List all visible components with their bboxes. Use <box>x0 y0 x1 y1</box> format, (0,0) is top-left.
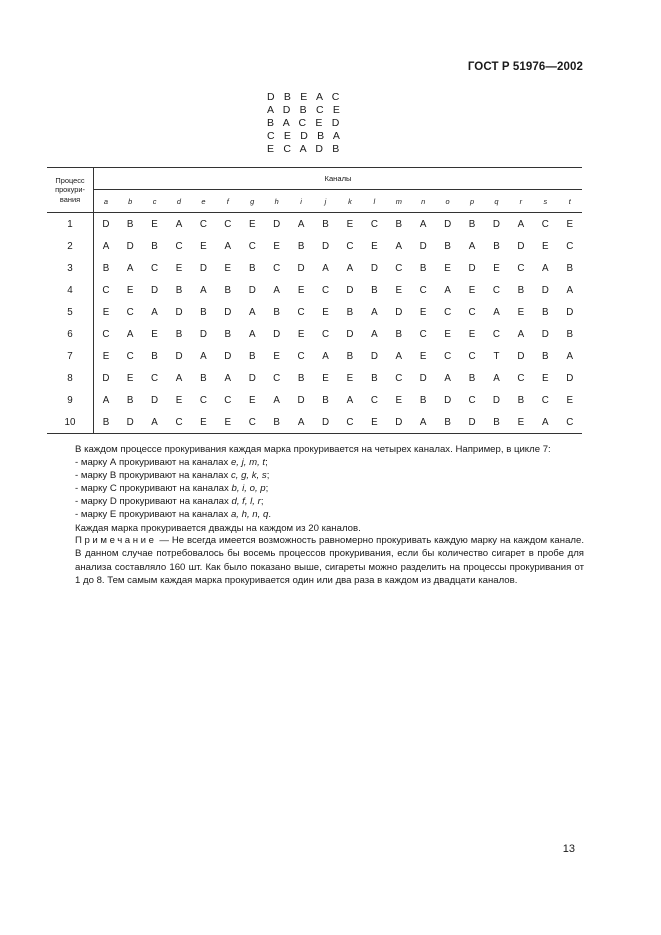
brand-cell: B <box>94 411 118 434</box>
brand-cell: B <box>468 218 476 230</box>
brand-cell: E <box>200 240 207 252</box>
brand-cell: D <box>370 262 378 274</box>
notes-item-punct: ; <box>260 496 264 508</box>
brand-cell: T <box>493 350 500 362</box>
brand-cell: B <box>493 240 500 252</box>
brand-cell: E <box>509 411 533 434</box>
brand-cell: B <box>200 306 207 318</box>
table-row <box>47 257 582 279</box>
notes-item-text: - марку Е прокуривают на каналах <box>75 509 231 521</box>
brand-cell: C <box>541 394 549 406</box>
brand-cell: D <box>460 411 484 434</box>
brand-cell: B <box>468 372 476 384</box>
brand-cell: E <box>297 328 305 340</box>
brand-cell: E <box>542 240 549 252</box>
brand-cell: D <box>517 350 525 362</box>
brand-cell: E <box>346 218 354 230</box>
channel-header-e: e <box>191 190 215 213</box>
brand-cell: D <box>346 328 354 340</box>
brand-cell: E <box>126 372 134 384</box>
process-number: 7 <box>47 345 94 367</box>
brand-cell: C <box>248 240 256 252</box>
brand-cell: D <box>419 240 427 252</box>
brand-cell: E <box>297 284 305 296</box>
process-number: 5 <box>47 301 94 323</box>
brand-cell: C <box>167 411 191 434</box>
brand-cell: D <box>517 240 525 252</box>
notes-item <box>75 456 585 469</box>
brand-cell: B <box>200 372 207 384</box>
notes-item-punct: . <box>268 509 271 521</box>
notes-item <box>75 482 585 495</box>
brand-cell: C <box>492 284 500 296</box>
brand-cell: E <box>444 262 451 274</box>
brand-cell: D <box>370 350 378 362</box>
notes-list <box>75 456 585 521</box>
channel-header-l: l <box>362 190 386 213</box>
brand-cell: D <box>297 394 305 406</box>
table-row <box>47 213 582 236</box>
notes-intro: В каждом процессе прокуривания каждая марка прокуривается на четырех каналах. Например, в цикле 7: <box>75 444 551 455</box>
notes-item-punct: ; <box>266 470 270 482</box>
brand-cell: E <box>362 411 386 434</box>
brand-cell: B <box>175 284 183 296</box>
brand-cell: C <box>419 328 427 340</box>
brand-cell: A <box>142 411 166 434</box>
process-number: 4 <box>47 279 94 301</box>
notes-item-channels: e, j, m, t <box>230 457 266 469</box>
brand-cell: B <box>517 284 525 296</box>
brand-cell: A <box>175 372 183 384</box>
brand-cell: C <box>517 262 525 274</box>
brand-cell: E <box>273 240 280 252</box>
brand-cell: D <box>492 394 500 406</box>
brand-cell: A <box>533 411 557 434</box>
brand-cell: C <box>468 394 476 406</box>
brand-cell: A <box>444 284 451 296</box>
brand-cell: B <box>395 328 403 340</box>
brand-cell: B <box>175 328 183 340</box>
brand-cell: E <box>346 372 354 384</box>
brand-cell: D <box>118 411 142 434</box>
brand-cell: D <box>248 284 256 296</box>
brand-cell: C <box>444 350 452 362</box>
brand-cell: C <box>541 218 549 230</box>
brand-cell: D <box>387 411 411 434</box>
brand-cell: B <box>151 240 158 252</box>
brand-cell: B <box>346 350 354 362</box>
brand-cell: C <box>419 284 427 296</box>
brand-cell: B <box>419 394 427 406</box>
brand-cell: E <box>566 394 574 406</box>
channels-header: Каналы <box>94 168 583 190</box>
brand-cell: C <box>273 372 281 384</box>
brand-cell: A <box>493 306 500 318</box>
brand-cell: B <box>151 350 158 362</box>
brand-cell: E <box>248 218 256 230</box>
latin-square <box>267 91 347 156</box>
brand-cell: B <box>419 262 427 274</box>
brand-cell: D <box>199 262 207 274</box>
brand-cell: E <box>248 394 256 406</box>
brand-cell: E <box>566 218 574 230</box>
brand-cell: C <box>199 394 207 406</box>
brand-cell: B <box>435 411 459 434</box>
brand-cell: C <box>297 306 305 318</box>
brand-cell: E <box>493 262 500 274</box>
notes-summary: Каждая марка прокуривается дважды на каждом из 20 каналов. <box>75 522 361 534</box>
brand-cell: B <box>566 328 574 340</box>
channel-header-j: j <box>313 190 337 213</box>
brand-cell: A <box>346 262 354 274</box>
brand-cell: E <box>126 284 134 296</box>
channel-header-a: a <box>94 190 118 213</box>
brand-cell: C <box>566 240 574 252</box>
brand-cell: A <box>322 262 329 274</box>
brand-cell: C <box>102 284 110 296</box>
brand-cell: B <box>102 262 110 274</box>
brand-cell: D <box>444 218 452 230</box>
brand-cell: A <box>200 284 207 296</box>
brand-cell: B <box>224 328 232 340</box>
brand-cell: D <box>199 328 207 340</box>
brand-cell: B <box>297 240 305 252</box>
brand-cell: A <box>542 262 549 274</box>
table-row <box>47 345 582 367</box>
brand-cell: C <box>395 262 403 274</box>
table-row <box>47 389 582 411</box>
brand-cell: B <box>126 394 134 406</box>
brand-cell: D <box>224 306 232 318</box>
brand-cell: C <box>240 411 264 434</box>
channel-header-d: d <box>167 190 191 213</box>
channel-header-o: o <box>435 190 459 213</box>
brand-cell: A <box>175 218 183 230</box>
brand-cell: C <box>468 350 476 362</box>
brand-cell: A <box>224 240 232 252</box>
brand-cell: E <box>395 284 403 296</box>
brand-cell: D <box>321 240 330 252</box>
brand-cell: C <box>175 240 183 252</box>
process-number: 1 <box>47 213 94 236</box>
brand-cell: B <box>346 306 354 318</box>
brand-cell: C <box>558 411 582 434</box>
brand-cell: B <box>542 306 549 318</box>
brand-cell: D <box>151 394 159 406</box>
brand-cell: D <box>102 218 110 230</box>
brand-cell: E <box>468 284 476 296</box>
brand-cell: C <box>273 262 281 274</box>
brand-cell: D <box>126 240 134 252</box>
channel-header-g: g <box>240 190 264 213</box>
brand-cell: A <box>371 306 378 318</box>
process-number: 10 <box>47 411 94 434</box>
table-row <box>47 301 582 323</box>
notes-item-punct: ; <box>265 457 268 469</box>
notes-item-text: - марку А прокуривают на каналах <box>75 457 231 469</box>
notes-item <box>75 495 585 508</box>
brand-cell: E <box>102 350 110 362</box>
brand-cell: D <box>541 284 549 296</box>
notes-item-channels: a, h, n, q <box>230 509 269 521</box>
brand-cell: A <box>493 372 500 384</box>
brand-cell: E <box>517 306 525 318</box>
brand-cell: C <box>468 306 476 318</box>
brand-cell: D <box>395 306 403 318</box>
notes-item-text: - марку D прокуривают на каналах <box>75 496 232 508</box>
latin-square-row: E C A D B <box>267 143 343 156</box>
process-number: 3 <box>47 257 94 279</box>
brand-cell: C <box>492 328 500 340</box>
table-body <box>47 213 582 434</box>
brand-cell: B <box>371 284 378 296</box>
brand-cell: A <box>468 240 476 252</box>
brand-cell: A <box>102 394 110 406</box>
brand-cell: E <box>102 306 110 318</box>
page-number: 13 <box>562 843 575 855</box>
channel-header-t: t <box>558 190 582 213</box>
brand-cell: A <box>248 328 256 340</box>
notes-item-channels: b, i, o, p <box>231 483 266 495</box>
brand-cell: D <box>492 218 500 230</box>
brand-cell: B <box>542 350 549 362</box>
brand-cell: D <box>175 306 183 318</box>
brand-cell: C <box>224 218 232 230</box>
brand-cell: C <box>224 394 232 406</box>
brand-cell: E <box>468 328 476 340</box>
brand-cell: E <box>151 328 158 340</box>
brand-cell: A <box>273 394 280 406</box>
process-number: 8 <box>47 367 94 389</box>
brand-cell: A <box>411 411 435 434</box>
brand-cell: B <box>126 218 134 230</box>
notes-item-text: - марку В прокуривают на каналах <box>75 470 231 482</box>
brand-cell: C <box>126 306 134 318</box>
brand-cell: B <box>224 284 232 296</box>
brand-cell: A <box>224 372 232 384</box>
brand-cell: E <box>371 240 378 252</box>
notes-item-channels: c, g, k, s <box>230 470 267 482</box>
channel-letters-row <box>47 190 582 213</box>
brand-cell: E <box>395 394 403 406</box>
document-id: ГОСТ Р 51976—2002 <box>467 61 583 73</box>
channel-header-f: f <box>216 190 240 213</box>
channel-header-i: i <box>289 190 313 213</box>
smoking-process-table <box>47 167 582 434</box>
brand-cell: C <box>321 328 330 340</box>
notes-item-channels: d, f, l, r <box>231 496 261 508</box>
channel-header-m: m <box>387 190 411 213</box>
brand-cell: E <box>216 411 240 434</box>
brand-cell: D <box>541 328 549 340</box>
brand-cell: C <box>151 372 159 384</box>
channel-header-q: q <box>484 190 508 213</box>
brand-cell: E <box>419 350 427 362</box>
remark-paragraph <box>75 534 584 588</box>
brand-cell: B <box>395 218 403 230</box>
brand-cell: A <box>200 350 207 362</box>
channel-header-c: c <box>142 190 166 213</box>
brand-cell: A <box>517 328 525 340</box>
remark-label: Примечание <box>75 535 157 546</box>
brand-cell: C <box>338 411 362 434</box>
brand-cell: E <box>175 262 183 274</box>
brand-cell: B <box>273 306 280 318</box>
notes-item <box>75 469 585 482</box>
brand-cell: B <box>517 394 525 406</box>
brand-cell: C <box>346 240 354 252</box>
brand-cell: A <box>566 284 574 296</box>
brand-cell: D <box>248 372 256 384</box>
brand-cell: B <box>322 218 329 230</box>
brand-cell: D <box>273 218 281 230</box>
channel-header-p: p <box>460 190 484 213</box>
brand-cell: A <box>322 350 329 362</box>
brand-cell: A <box>289 411 313 434</box>
brand-cell: E <box>273 350 280 362</box>
brand-cell: D <box>224 350 232 362</box>
brand-cell: C <box>102 328 110 340</box>
brand-cell: C <box>321 284 330 296</box>
table-row <box>47 235 582 257</box>
brand-cell: D <box>444 394 452 406</box>
brand-cell: D <box>175 350 183 362</box>
table-row <box>47 323 582 345</box>
brand-cell: C <box>297 350 305 362</box>
brand-cell: A <box>395 240 403 252</box>
brand-cell: A <box>419 218 427 230</box>
process-header-line: Процесс <box>55 175 85 185</box>
brand-cell: A <box>102 240 110 252</box>
brand-cell: C <box>517 372 525 384</box>
brand-cell: B <box>566 262 574 274</box>
brand-cell: A <box>126 262 134 274</box>
latin-square-row: C E D B A <box>267 130 344 143</box>
brand-cell: E <box>542 372 549 384</box>
notes-item-punct: ; <box>265 483 269 495</box>
brand-cell: A <box>346 394 354 406</box>
remark-text: — Не всегда имеется возможность равномерно прокуривать каждую марку на каждом канале. В данном случае потребовалось бы восемь процессов прокуривания, если бы количество сигарет в пробе для анализа составляло 160 шт. Как было показано выше, сигареты можно разделить на процессы прокуривания от 1 до 8. Тем самым каждая марка прокуривается один или два раза в каждом из двадцати каналов. <box>75 535 584 587</box>
brand-cell: D <box>273 328 281 340</box>
brand-cell: A <box>395 350 403 362</box>
process-number: 2 <box>47 235 94 257</box>
brand-cell: A <box>297 218 305 230</box>
notes-item <box>75 508 585 521</box>
brand-cell: D <box>151 284 159 296</box>
brand-cell: C <box>151 262 159 274</box>
brand-cell: A <box>126 328 134 340</box>
brand-cell: B <box>444 240 451 252</box>
latin-square-row: B A C E D <box>267 117 343 130</box>
brand-cell: B <box>484 411 508 434</box>
channel-header-r: r <box>509 190 533 213</box>
process-header-line: прокури- <box>55 185 85 195</box>
brand-cell: D <box>297 262 305 274</box>
brand-cell: C <box>199 218 207 230</box>
brand-cell: C <box>126 350 134 362</box>
brand-cell: E <box>419 306 427 318</box>
brand-cell: B <box>264 411 288 434</box>
brand-cell: B <box>248 262 256 274</box>
brand-cell: A <box>444 372 451 384</box>
brand-cell: E <box>444 328 451 340</box>
brand-cell: C <box>444 306 452 318</box>
brand-cell: D <box>566 306 574 318</box>
brand-cell: A <box>517 218 525 230</box>
brand-cell: E <box>151 218 158 230</box>
brand-cell: A <box>566 350 574 362</box>
table-row <box>47 411 582 434</box>
brand-cell: E <box>191 411 215 434</box>
brand-cell: A <box>273 284 280 296</box>
channel-header-s: s <box>533 190 557 213</box>
notes-item-text: - марку С прокуривают на каналах <box>75 483 232 495</box>
brand-cell: E <box>224 262 232 274</box>
brand-cell: B <box>297 372 305 384</box>
brand-cell: D <box>102 372 110 384</box>
latin-square-row: A D B C E <box>267 104 344 117</box>
brand-cell: E <box>322 306 329 318</box>
brand-cell: C <box>370 218 378 230</box>
brand-cell: E <box>322 372 329 384</box>
brand-cell: B <box>371 372 378 384</box>
latin-square-row: D B E A C <box>267 91 343 103</box>
process-column-header <box>47 168 94 213</box>
brand-cell: A <box>151 306 158 318</box>
channel-header-b: b <box>118 190 142 213</box>
brand-cell: A <box>371 328 378 340</box>
brand-cell: B <box>248 350 256 362</box>
brand-cell: D <box>468 262 476 274</box>
brand-cell: D <box>346 284 354 296</box>
table-row <box>47 279 582 301</box>
brand-cell: C <box>395 372 403 384</box>
channel-header-h: h <box>264 190 288 213</box>
process-number: 6 <box>47 323 94 345</box>
notes-block <box>75 443 585 535</box>
table-row <box>47 367 582 389</box>
brand-cell: D <box>419 372 427 384</box>
brand-cell: B <box>322 394 329 406</box>
brand-cell: E <box>175 394 183 406</box>
brand-cell: A <box>248 306 256 318</box>
process-header-line: вания <box>59 194 81 204</box>
brand-cell: C <box>370 394 378 406</box>
channel-header-n: n <box>411 190 435 213</box>
brand-cell: D <box>313 411 337 434</box>
channel-header-k: k <box>338 190 362 213</box>
brand-cell: D <box>566 372 574 384</box>
process-number: 9 <box>47 389 94 411</box>
